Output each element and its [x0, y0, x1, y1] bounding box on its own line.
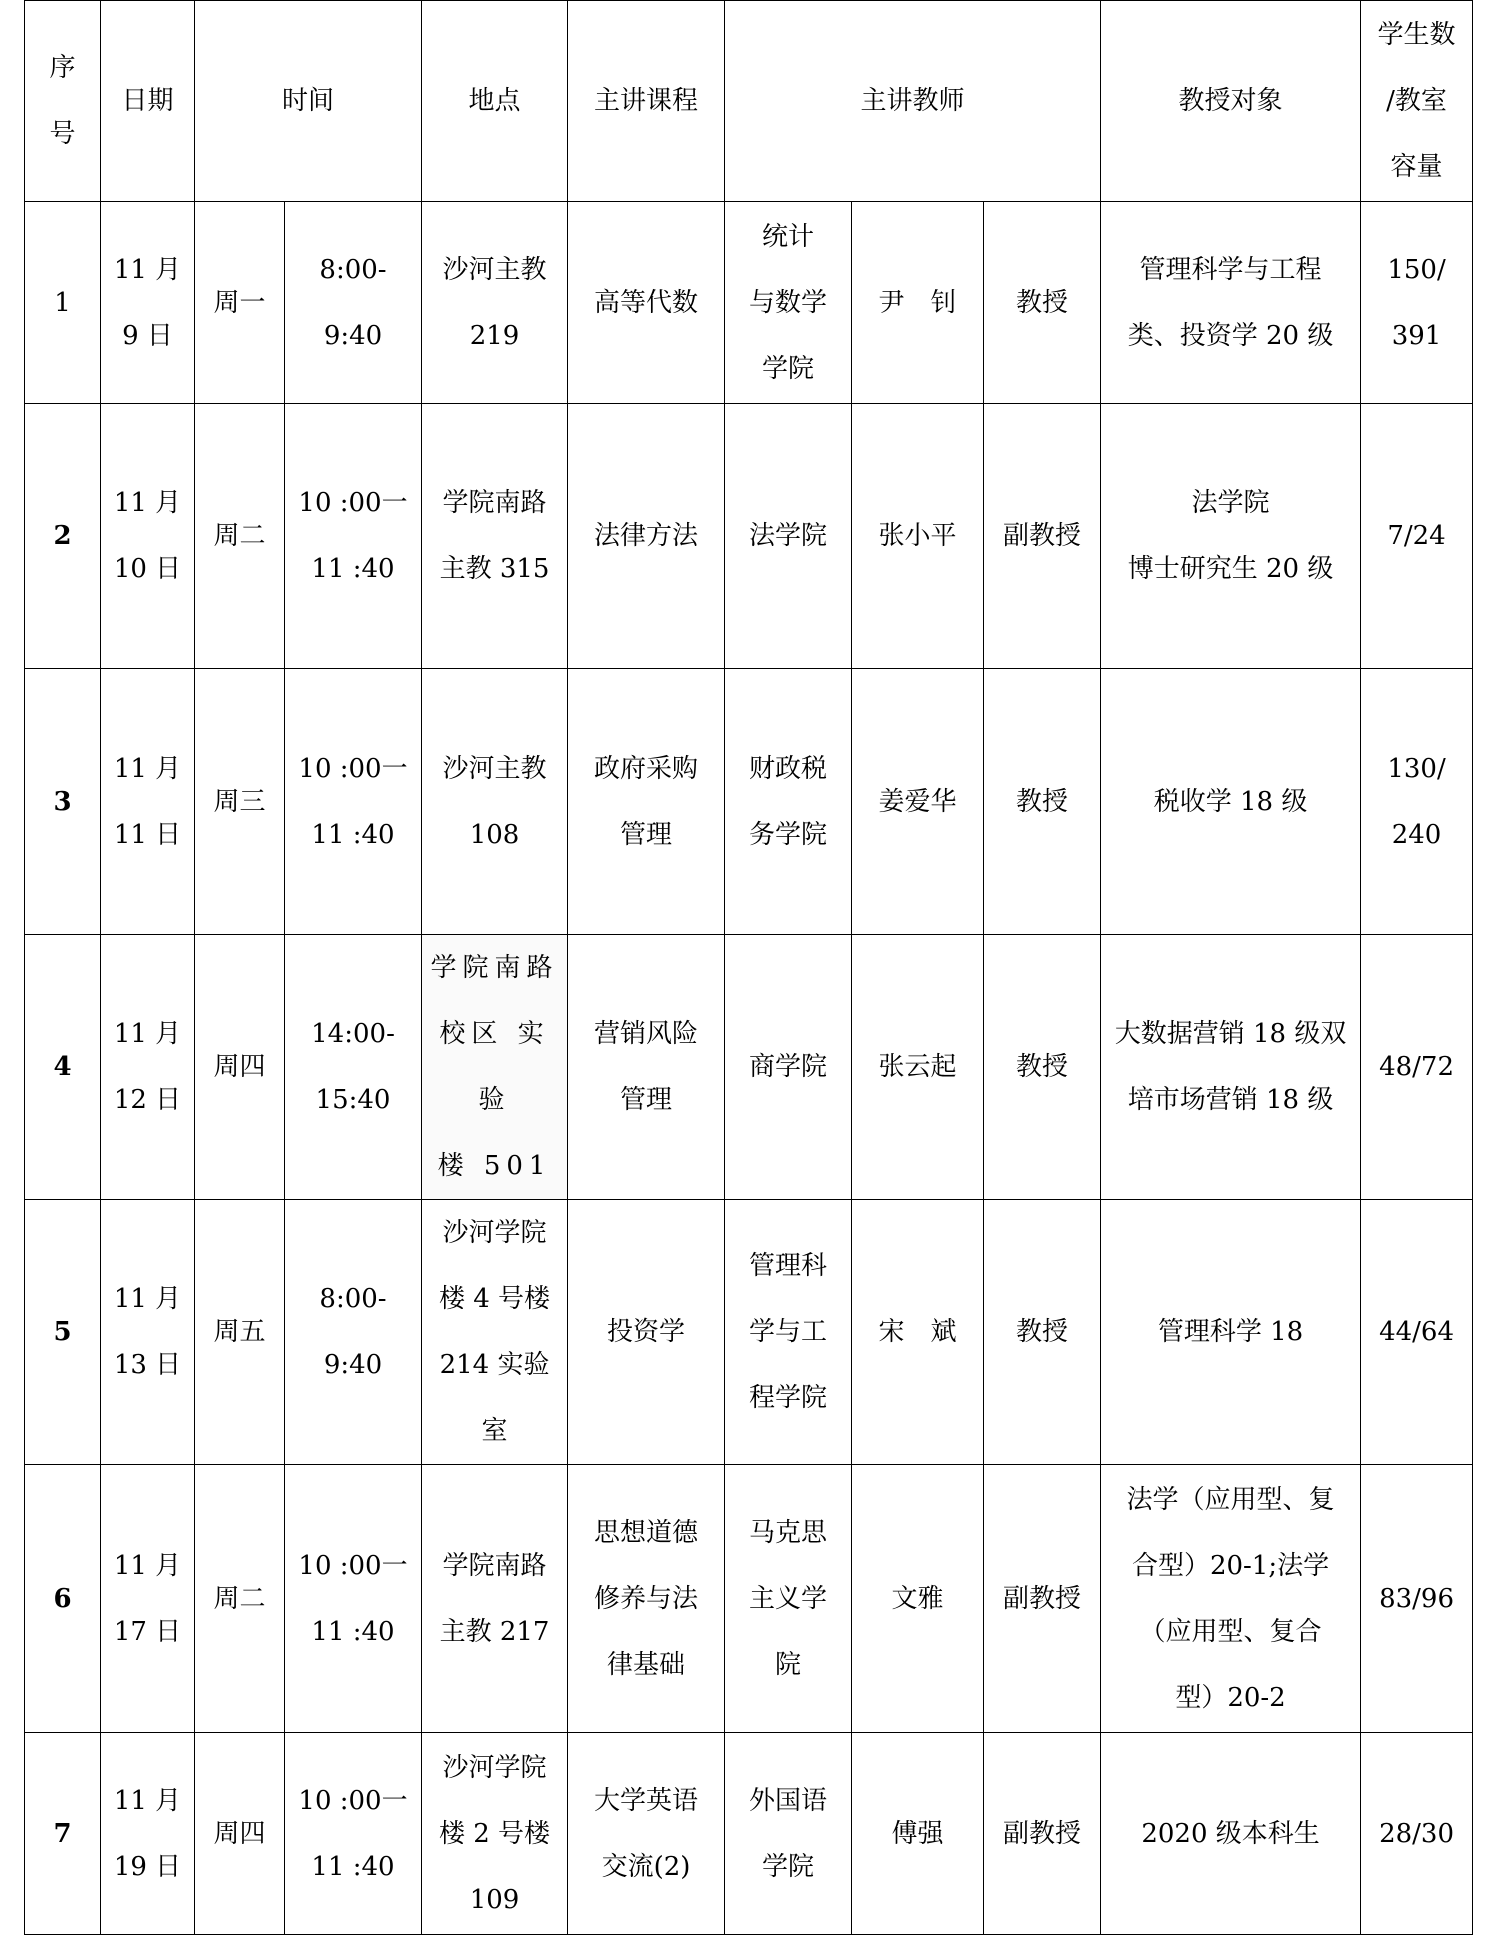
row-seq: 2 [25, 404, 101, 669]
header-audience: 教授对象 [1101, 1, 1361, 202]
row-audience: 2020 级本科生 [1101, 1733, 1361, 1935]
row-seq: 7 [25, 1733, 101, 1935]
row-teacher: 傅强 [852, 1733, 984, 1935]
row-seq: 5 [25, 1200, 101, 1465]
row-title: 副教授 [984, 1465, 1101, 1733]
row-date: 11 月 13 日 [101, 1200, 195, 1465]
row-audience: 法学院 博士研究生 20 级 [1101, 404, 1361, 669]
row-capacity: 28/30 [1361, 1733, 1473, 1935]
row-location: 沙河学院 楼 4 号楼 214 实验室 [422, 1200, 568, 1465]
table-row [25, 1733, 1473, 1935]
row-time: 8:00- 9:40 [285, 1200, 422, 1465]
table-row [25, 1465, 1473, 1733]
row-location: 沙河主教 219 [422, 202, 568, 404]
header-course: 主讲课程 [568, 1, 725, 202]
row-title: 教授 [984, 1200, 1101, 1465]
row-audience: 法学（应用型、复 合型）20-1;法学 （应用型、复合 型）20-2 [1101, 1465, 1361, 1733]
row-seq: 3 [25, 669, 101, 935]
row-time: 10 :00一 11 :40 [285, 669, 422, 935]
row-time: 14:00- 15:40 [285, 935, 422, 1200]
row-time: 8:00- 9:40 [285, 202, 422, 404]
row-title: 教授 [984, 935, 1101, 1200]
row-title: 副教授 [984, 404, 1101, 669]
row-location: 沙河主教 108 [422, 669, 568, 935]
header-time: 时间 [195, 1, 422, 202]
row-school: 统计 与数学 学院 [725, 202, 852, 404]
row-capacity: 48/72 [1361, 935, 1473, 1200]
row-school: 法学院 [725, 404, 852, 669]
row-weekday: 周一 [195, 202, 285, 404]
row-audience: 大数据营销 18 级双 培市场营销 18 级 [1101, 935, 1361, 1200]
header-teacher: 主讲教师 [725, 1, 1101, 202]
row-audience: 管理科学与工程 类、投资学 20 级 [1101, 202, 1361, 404]
row-audience: 税收学 18 级 [1101, 669, 1361, 935]
row-course: 政府采购 管理 [568, 669, 725, 935]
row-course: 思想道德 修养与法 律基础 [568, 1465, 725, 1733]
row-location: 沙河学院 楼 2 号楼 109 [422, 1733, 568, 1935]
row-date: 11 月 9 日 [101, 202, 195, 404]
row-seq: 6 [25, 1465, 101, 1733]
row-location: 学院南路 主教 217 [422, 1465, 568, 1733]
row-time: 10 :00一 11 :40 [285, 1465, 422, 1733]
row-capacity: 83/96 [1361, 1465, 1473, 1733]
header-location: 地点 [422, 1, 568, 202]
table-row [25, 669, 1473, 935]
row-course: 营销风险 管理 [568, 935, 725, 1200]
row-teacher: 姜爱华 [852, 669, 984, 935]
header-row [25, 1, 1473, 202]
row-course: 投资学 [568, 1200, 725, 1465]
header-capacity: 学生数 /教室 容量 [1361, 1, 1473, 202]
row-time: 10 :00一 11 :40 [285, 1733, 422, 1935]
row-seq: 4 [25, 935, 101, 1200]
row-capacity: 44/64 [1361, 1200, 1473, 1465]
row-teacher: 张小平 [852, 404, 984, 669]
row-school: 管理科 学与工 程学院 [725, 1200, 852, 1465]
table-row [25, 404, 1473, 669]
header-seq: 序 号 [25, 1, 101, 202]
row-teacher: 张云起 [852, 935, 984, 1200]
row-capacity: 150/ 391 [1361, 202, 1473, 404]
row-title: 副教授 [984, 1733, 1101, 1935]
lecture-schedule-table [24, 0, 1473, 1935]
row-teacher: 文雅 [852, 1465, 984, 1733]
row-title: 教授 [984, 669, 1101, 935]
row-capacity: 7/24 [1361, 404, 1473, 669]
row-location: 学院南路 校区 实验 楼 501 [422, 935, 568, 1200]
header-date: 日期 [101, 1, 195, 202]
row-date: 11 月 11 日 [101, 669, 195, 935]
row-capacity: 130/ 240 [1361, 669, 1473, 935]
row-location: 学院南路 主教 315 [422, 404, 568, 669]
row-seq: 1 [25, 202, 101, 404]
row-course: 法律方法 [568, 404, 725, 669]
row-date: 11 月 19 日 [101, 1733, 195, 1935]
row-teacher: 宋 斌 [852, 1200, 984, 1465]
row-school: 外国语 学院 [725, 1733, 852, 1935]
table-row [25, 202, 1473, 404]
row-date: 11 月 17 日 [101, 1465, 195, 1733]
row-date: 11 月 12 日 [101, 935, 195, 1200]
row-teacher: 尹 钊 [852, 202, 984, 404]
table-row [25, 1200, 1473, 1465]
row-audience: 管理科学 18 [1101, 1200, 1361, 1465]
row-course: 大学英语 交流(2) [568, 1733, 725, 1935]
row-course: 高等代数 [568, 202, 725, 404]
row-weekday: 周四 [195, 1733, 285, 1935]
row-title: 教授 [984, 202, 1101, 404]
row-weekday: 周二 [195, 404, 285, 669]
row-weekday: 周二 [195, 1465, 285, 1733]
row-weekday: 周五 [195, 1200, 285, 1465]
row-weekday: 周四 [195, 935, 285, 1200]
row-time: 10 :00一 11 :40 [285, 404, 422, 669]
row-school: 商学院 [725, 935, 852, 1200]
row-date: 11 月 10 日 [101, 404, 195, 669]
row-school: 马克思 主义学 院 [725, 1465, 852, 1733]
row-school: 财政税 务学院 [725, 669, 852, 935]
table-row [25, 935, 1473, 1200]
row-weekday: 周三 [195, 669, 285, 935]
